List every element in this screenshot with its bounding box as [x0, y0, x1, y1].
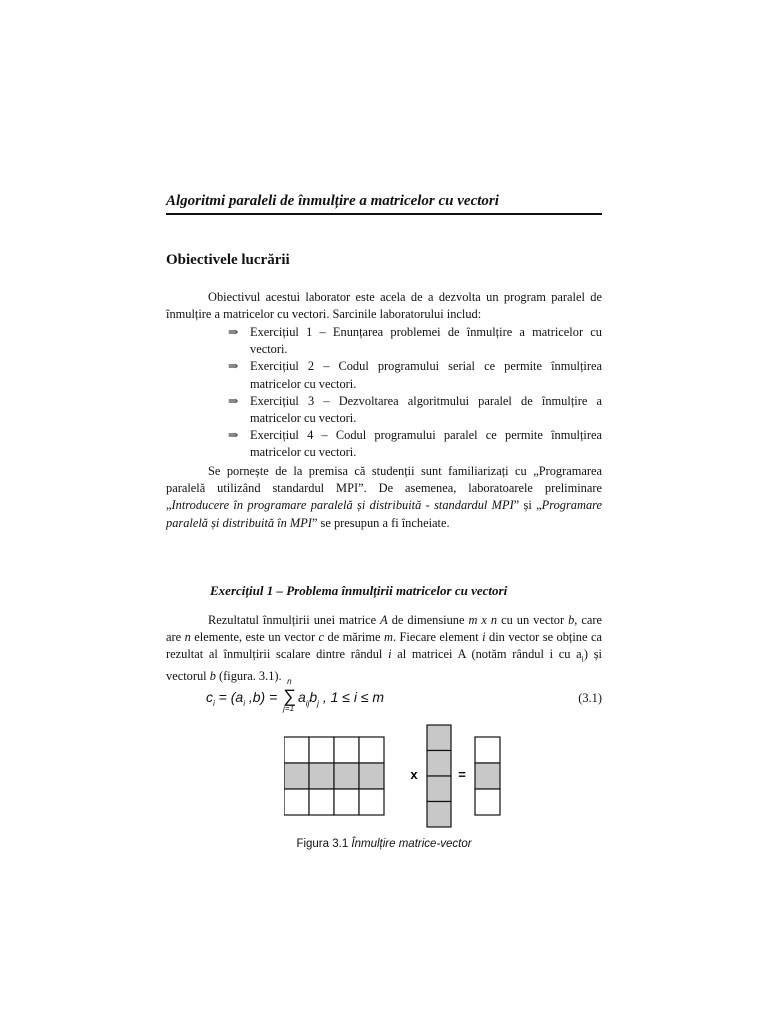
- figure-caption: Figura 3.1 Înmulțire matrice-vector: [296, 838, 472, 850]
- implies-arrow-icon: ⇒: [228, 325, 239, 339]
- equation-number: (3.1): [578, 691, 602, 705]
- list-item: ⇒ Exercițiul 2 – Codul programului serial ce permite înmulțirea matricelor cu vectori.: [228, 359, 602, 391]
- header-rule: [166, 213, 602, 215]
- matrix-cell: [359, 737, 384, 763]
- vector-b-cell: [427, 751, 451, 777]
- matrix: [284, 737, 384, 815]
- matrix-cell: [334, 737, 359, 763]
- matrix-vector-figure: [284, 724, 504, 828]
- matrix-cell: [284, 763, 309, 789]
- list-item: ⇒ Exercițiul 3 – Dezvoltarea algoritmului paralel de înmulțire a matricelor cu vectori.: [228, 393, 602, 426]
- matrix-cell: [359, 763, 384, 789]
- matrix-cell: [334, 763, 359, 789]
- vector-c: [475, 737, 500, 815]
- vector-b-cell: [427, 802, 451, 828]
- implies-arrow-icon: ⇒: [228, 393, 239, 408]
- list-item: ⇒ Exercițiul 1 – Enunțarea problemei de înmulțire a matricelor cu vectori.: [228, 325, 602, 357]
- vector-c-cell: [475, 763, 500, 789]
- vector-c-cell: [475, 737, 500, 763]
- matrix-cell: [359, 789, 384, 815]
- matrix-cell: [284, 737, 309, 763]
- formula: $c_i = (a_i$ ,b) = n ∑ j=1 $a_{ij}b_j$ , 1 ≤ i ≤ m: [206, 677, 385, 713]
- implies-arrow-icon: ⇒: [228, 359, 239, 374]
- vector-c-cell: [475, 789, 500, 815]
- times-sign: x: [410, 767, 418, 782]
- problem-paragraph: Rezultatul înmulțirii unei matrice A de dimensiune m x n cu un vector b, care are n elemente, este un vector c de mărime m. Fiecare element i din vector se obține ca rezultat al înmulțirii scalare dintre rândul i al matricei A (notăm rândul i cu $a_i$) și vectorul b (figura. 3.1).: [166, 613, 603, 684]
- vector-b: [427, 725, 451, 827]
- matrix-cell: [309, 737, 334, 763]
- vector-b-cell: [427, 776, 451, 802]
- list-item: ⇒ Exercițiul 4 – Codul programului paralel ce permite înmulțirea matricelor cu vectori.: [228, 428, 602, 460]
- matrix-cell: [309, 789, 334, 815]
- exercise-list: [228, 324, 602, 462]
- sum-symbol: n ∑ j=1: [283, 677, 296, 713]
- running-header: Algoritmi paraleli de înmulțire a matricelor cu vectori: [166, 193, 499, 209]
- matrix-cell: [284, 789, 309, 815]
- vector-b-cell: [427, 725, 451, 751]
- matrix-cell: [334, 789, 359, 815]
- matrix-cell: [309, 763, 334, 789]
- equals-sign: =: [458, 767, 466, 782]
- intro-paragraph: Obiectivul acestui laborator este acela de a dezvolta un program paralel de înmulțire a matricelor cu vectori. Sarcinile laboratorului includ:: [166, 290, 602, 322]
- implies-arrow-icon: ⇒: [228, 428, 239, 443]
- section-title: Obiectivele lucrării: [166, 252, 290, 268]
- exercise-title: Exercițiul 1 – Problema înmulțirii matricelor cu vectori: [210, 583, 508, 598]
- premise-paragraph: Se pornește de la premisa că studenții sunt familiarizați cu „Programarea paralelă utilizând standardul MPI”. De asemenea, laboratoarele preliminare „Introducere în programare paralelă și distribuită - standardul MPI” și „Programare paralelă și distribuită în MPI” se presupun a fi încheiate.: [166, 464, 602, 530]
